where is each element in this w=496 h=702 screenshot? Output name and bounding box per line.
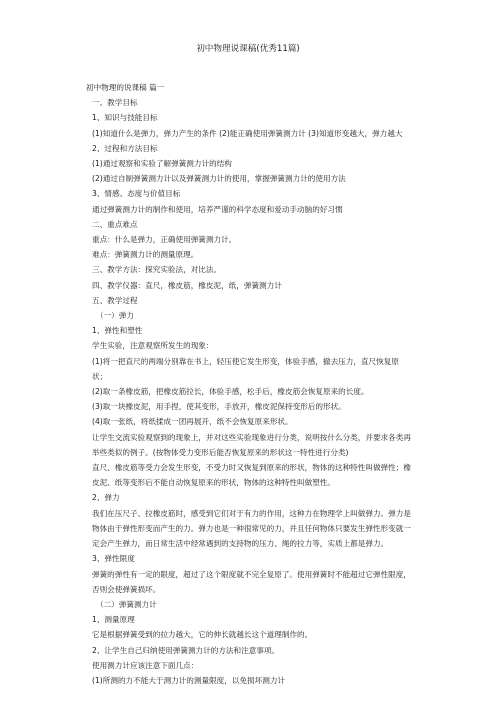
paragraph-line: 三、教学方法：探究实验法，对比法。: [92, 265, 222, 275]
paragraph-line: 四、教学仪器：直尺，橡皮筋，橡皮泥，纸，弹簧测力计: [92, 280, 282, 290]
paragraph-line: 五、教学过程: [92, 295, 138, 305]
paragraph-line: （二）弹簧测力计: [96, 599, 157, 609]
paragraph-line: 它是根据弹簧受到的拉力越大，它的伸长就越长这个道理制作的。: [92, 630, 313, 640]
paragraph-line: (1)通过观察和实验了解弹簧测力计的结构: [92, 159, 232, 169]
paragraph-line: (1)知道什么是弹力，弹力产生的条件 (2)能正确使用弹簧测力计 (3)知道形变越大，弹力越大: [92, 128, 403, 138]
paragraph-line: 1、知识与技能目标: [92, 113, 158, 123]
paragraph-line: 初中物理的说课稿 篇一: [86, 83, 165, 92]
paragraph-line: 1、弹性和塑性: [92, 326, 143, 336]
paragraph-line: 学生实验，注意观察所发生的现象：: [92, 341, 214, 351]
paragraph-line: 3、情感、态度与价值目标: [92, 189, 181, 199]
paragraph-line: 通过弹簧测力计的制作和使用，培养严谨的科学态度和爱动手动脑的好习惯: [92, 204, 343, 214]
paragraph-line: 使用测力计应该注意下面几点：: [92, 660, 199, 670]
paragraph-line: 二、重点难点: [92, 219, 138, 229]
paragraph-line: 难点：弹簧测力计的测量原理。: [92, 250, 199, 260]
paragraph-line: 我们在压尺子、拉橡皮筋时，感受到它们对于有力的作用，这种力在物理学上叫做弹力。弹力是物体由于弹性形变而产生的力。弹力也是一种很常见的力，并且任何物体只要发生弹性形变就一定会产生弹力，而日常生活中经常遇到的支持物的压力、绳的拉力等，实质上都是弹力。: [92, 508, 411, 549]
paragraph-line: 一、教学目标: [92, 98, 138, 108]
document-body: [86, 80, 412, 688]
paragraph-line: 3、弹性限度: [92, 554, 135, 564]
paragraph-line: (1)所测的力不能大于测力计的测量限度，以免损坏测力计: [92, 675, 286, 685]
paragraph-line: 重点：什么是弹力，正确使用弹簧测力计。: [92, 235, 237, 245]
paragraph-line: 弹簧的弹性有一定的限度，超过了这个限度就不完全复原了。使用弹簧时不能超过它弹性限度，否则会使弹簧损坏。: [92, 569, 411, 594]
paragraph-line: 直尺、橡皮筋等受力会发生形变，不受力时又恢复到原来的形状，物体的这种特性叫做弹性；橡皮泥、纸等变形后不能自动恢复原来的形状，物体的这种特性叫做塑性。: [92, 463, 411, 488]
paragraph-line: (3)取一块橡皮泥，用手捏，使其变形，手放开，橡皮泥保持变形后的形状。: [92, 402, 346, 412]
paragraph-line: （一）弹力: [96, 311, 134, 321]
paragraph-line: 2、让学生自己归纳使用弹簧测力计的方法和注意事项。: [92, 645, 280, 655]
paragraph-line: 1、测量原理: [92, 615, 135, 625]
paragraph-line: (2)取一条橡皮筋，把橡皮筋拉长，体验手感，松手后，橡皮筋会恢复原来的长度。: [92, 387, 369, 397]
paragraph-line: (4)取一张纸，将纸揉成一团再展开，纸不会恢复原来形状。: [92, 417, 293, 427]
document-title: 初中物理说课稿(优秀11篇): [196, 44, 300, 54]
paragraph-line: (2)通过自制弹簧测力计以及弹簧测力计的使用，掌握弹簧测力计的使用方法: [92, 174, 346, 184]
paragraph-line: 让学生交流实验观察到的现象上，并对这些实验现象进行分类，说明按什么分类，并要求各类再举些类似的例子。(按物体受力变形后能否恢复原来的形状这一特性进行分类): [92, 432, 411, 457]
paragraph-line: (1)将一把直尺的两端分别靠在书上，轻压使它发生形变，体验手感，撤去压力，直尺恢复原状；: [92, 356, 399, 381]
paragraph-line: 2、过程和方法目标: [92, 143, 158, 153]
paragraph-line: 2、弹力: [92, 493, 120, 503]
